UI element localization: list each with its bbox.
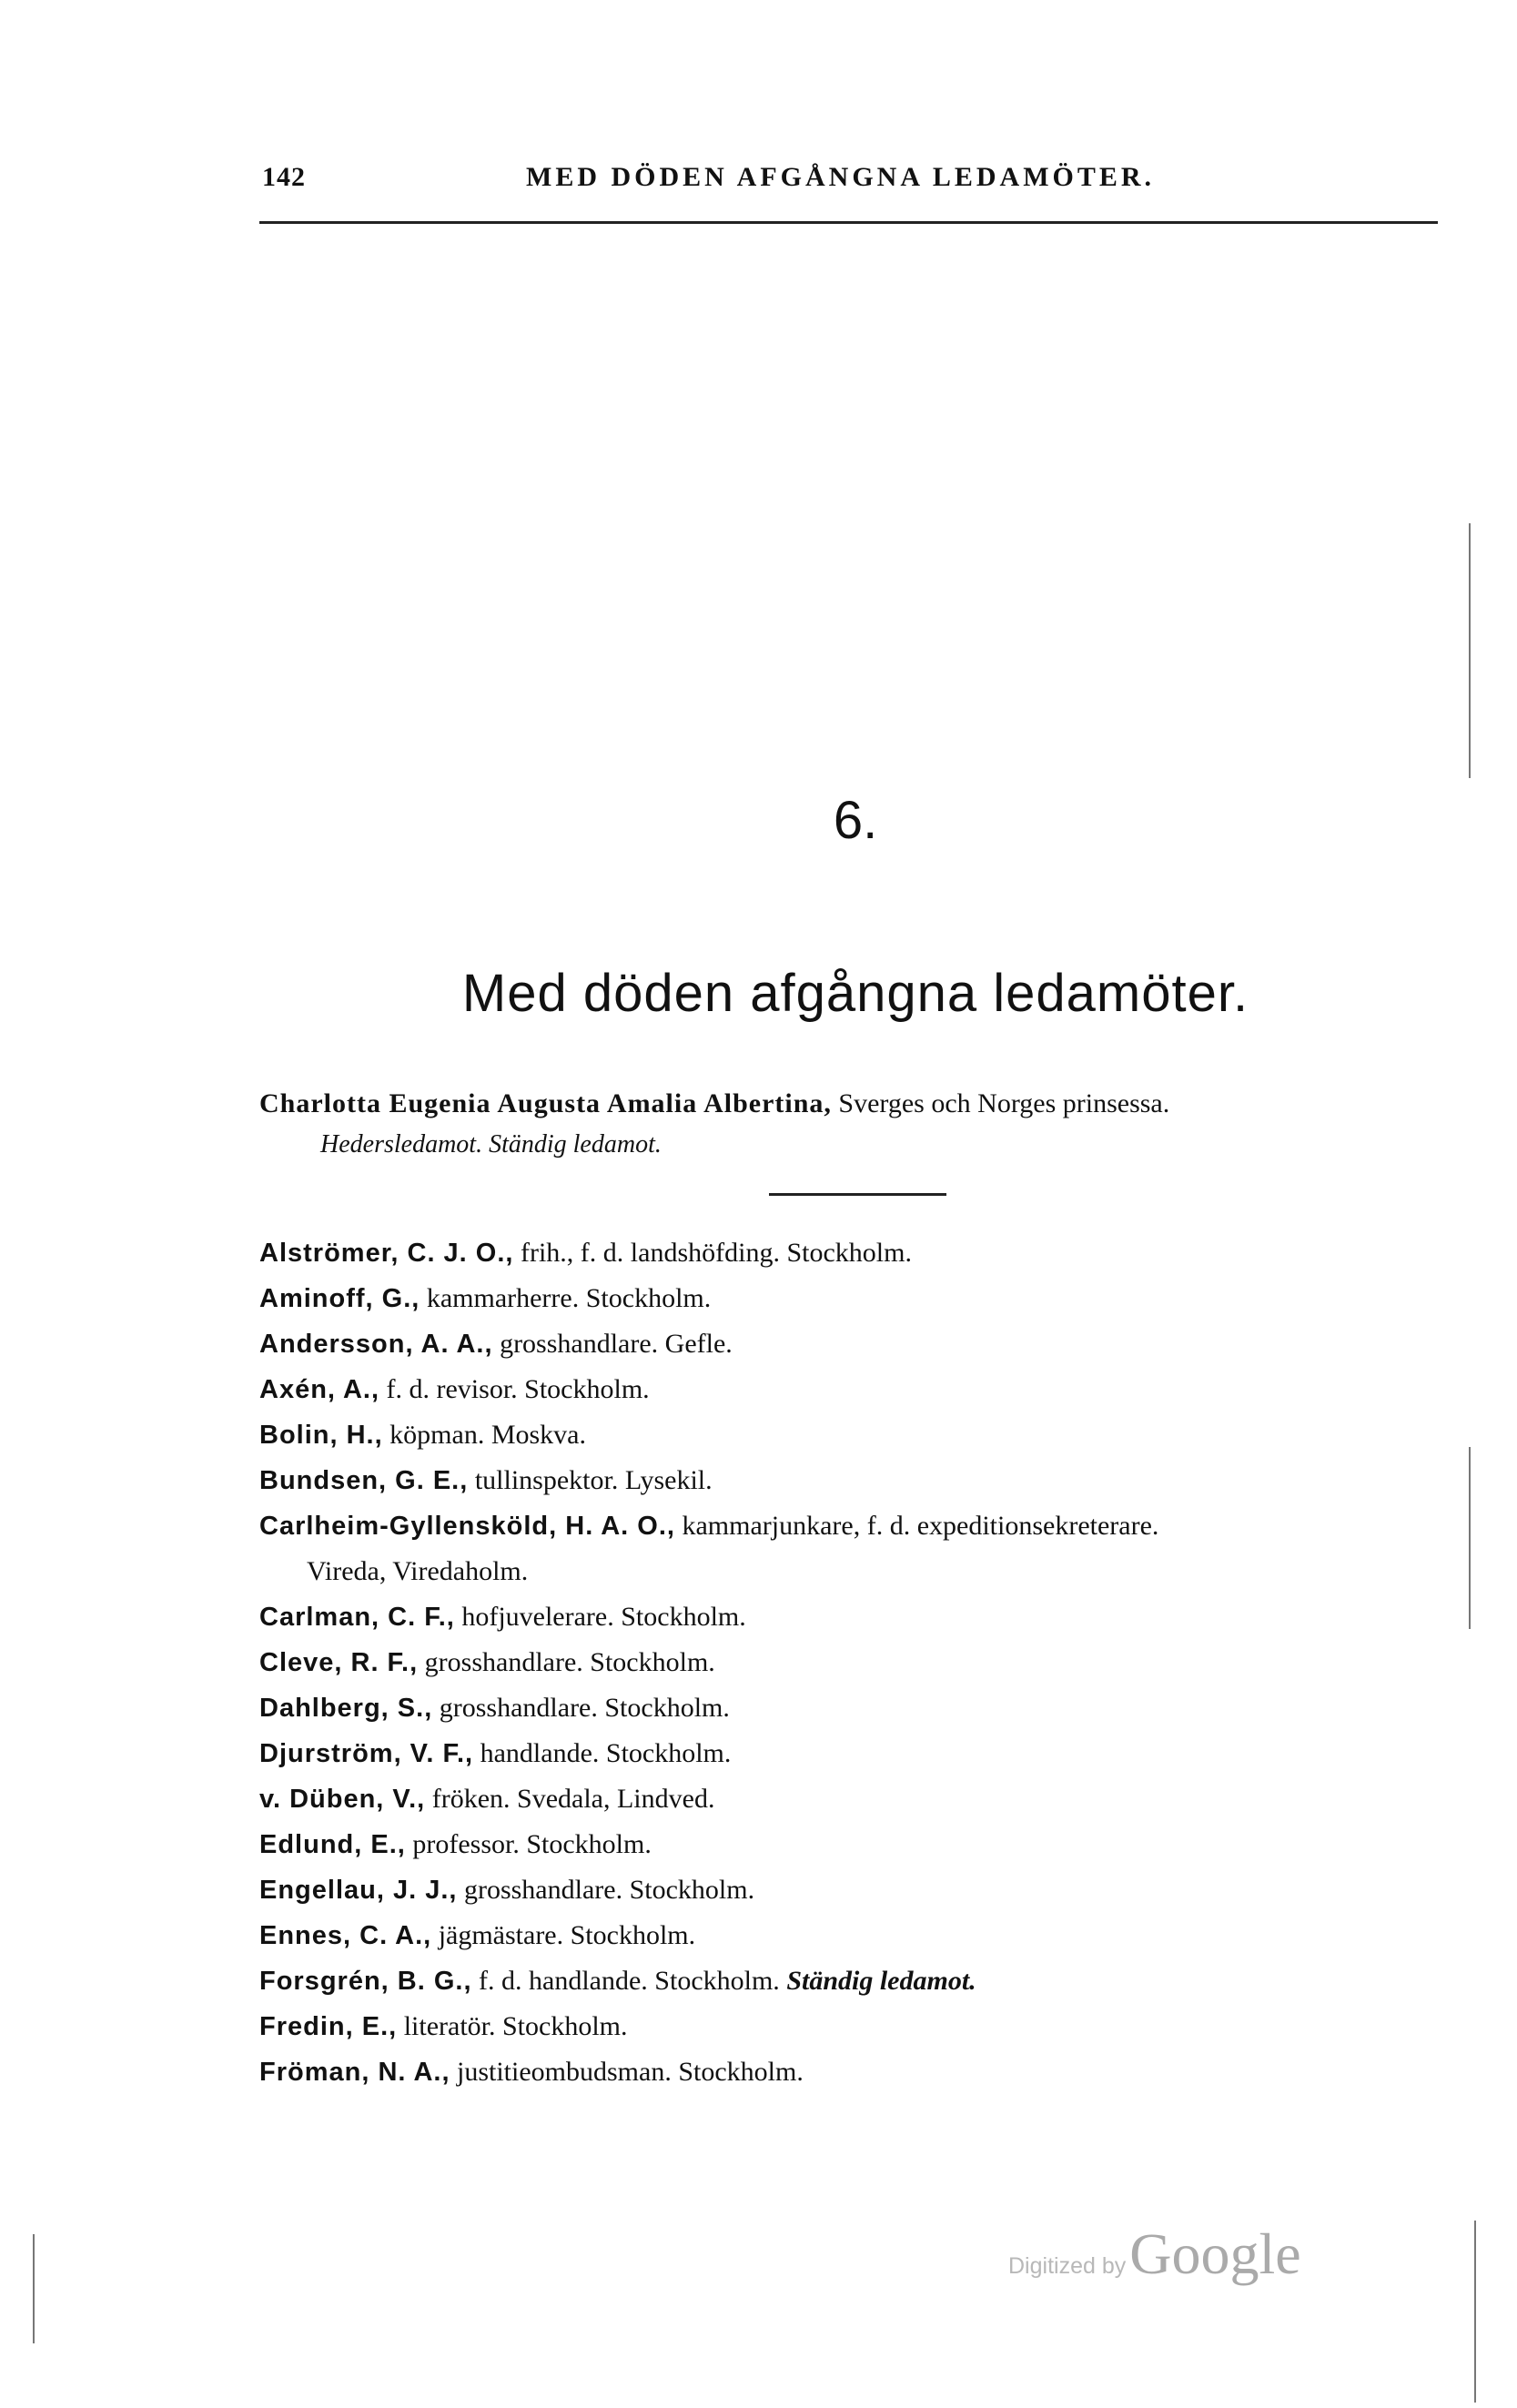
digitized-by-watermark bbox=[1008, 2221, 1301, 2288]
member-name: Axén, A., bbox=[259, 1375, 380, 1404]
member-details: jägmästare. Stockholm. bbox=[431, 1920, 696, 1950]
list-item bbox=[259, 1685, 1442, 1731]
member-name: Engellau, J. J., bbox=[259, 1876, 458, 1905]
member-name: Dahlberg, S., bbox=[259, 1694, 433, 1723]
member-details: handlande. Stockholm. bbox=[473, 1738, 732, 1768]
section-number: 6. bbox=[833, 791, 878, 850]
member-details: grosshandlare. Stockholm. bbox=[457, 1875, 755, 1905]
member-name: Ennes, C. A., bbox=[259, 1921, 432, 1950]
list-item bbox=[259, 1367, 1442, 1412]
member-name: v. Düben, V., bbox=[259, 1785, 426, 1814]
member-details: justitieombudsman. Stockholm. bbox=[450, 2057, 804, 2087]
watermark-logo: Google bbox=[1129, 2221, 1301, 2286]
member-name: Edlund, E., bbox=[259, 1830, 406, 1859]
member-details: grosshandlare. Stockholm. bbox=[418, 1647, 715, 1677]
member-name: Carlman, C. F., bbox=[259, 1603, 455, 1632]
list-item bbox=[259, 1867, 1442, 1913]
list-item bbox=[259, 1594, 1442, 1640]
list-item bbox=[259, 1230, 1442, 1276]
list-item-continuation: Vireda, Viredaholm. bbox=[307, 1556, 529, 1586]
section-divider bbox=[769, 1193, 946, 1196]
list-item bbox=[259, 1321, 1442, 1367]
member-details: f. d. revisor. Stockholm. bbox=[379, 1374, 650, 1404]
member-name: Alströmer, C. J. O., bbox=[259, 1239, 514, 1268]
member-name: Fröman, N. A., bbox=[259, 2058, 450, 2087]
list-item bbox=[259, 1731, 1442, 1776]
header-rule bbox=[259, 221, 1438, 224]
member-name: Forsgrén, B. G., bbox=[259, 1967, 472, 1996]
member-details: frih., f. d. landshöfding. Stockholm. bbox=[513, 1238, 912, 1268]
member-name: Cleve, R. F., bbox=[259, 1648, 419, 1677]
member-details: kammarjunkare, f. d. expeditionsekreterare. bbox=[674, 1511, 1159, 1541]
member-details: fröken. Svedala, Lindved. bbox=[425, 1784, 715, 1814]
honorary-member-line bbox=[259, 1088, 1442, 1119]
scan-edge-line bbox=[1474, 2221, 1476, 2403]
member-details: grosshandlare. Stockholm. bbox=[432, 1693, 730, 1723]
honorary-member-description: Sverges och Norges prinsessa. bbox=[831, 1088, 1170, 1118]
honorary-member-status: Hedersledamot. Ständig ledamot. bbox=[320, 1130, 662, 1158]
list-item bbox=[259, 1503, 1442, 1549]
member-name: Bundsen, G. E., bbox=[259, 1466, 469, 1495]
list-item bbox=[259, 1276, 1442, 1321]
scan-edge-line bbox=[1469, 1447, 1471, 1629]
section-title: Med döden afgångna ledamöter. bbox=[461, 964, 1249, 1023]
list-item bbox=[259, 1640, 1442, 1685]
list-item bbox=[259, 1776, 1442, 1822]
honorary-member-name: Charlotta Eugenia Augusta Amalia Albertina, bbox=[259, 1088, 832, 1118]
member-details: f. d. handlande. Stockholm. bbox=[471, 1966, 780, 1996]
member-name: Bolin, H., bbox=[259, 1421, 383, 1450]
scan-edge-line bbox=[33, 2234, 35, 2343]
running-head bbox=[262, 162, 1436, 207]
member-note: Ständig ledamot. bbox=[779, 1966, 976, 1996]
list-item bbox=[259, 1913, 1442, 1958]
member-details: tullinspektor. Lysekil. bbox=[468, 1465, 713, 1495]
member-details: literatör. Stockholm. bbox=[397, 2011, 628, 2041]
member-name: Djurström, V. F., bbox=[259, 1739, 474, 1768]
scan-edge-line bbox=[1469, 523, 1471, 778]
member-name: Fredin, E., bbox=[259, 2012, 398, 2041]
page-number: 142 bbox=[262, 162, 306, 192]
list-item bbox=[259, 2049, 1442, 2095]
member-details: hofjuvelerare. Stockholm. bbox=[454, 1602, 746, 1632]
list-item bbox=[259, 2004, 1442, 2049]
list-item bbox=[259, 1822, 1442, 1867]
member-name: Carlheim-Gyllensköld, H. A. O., bbox=[259, 1512, 675, 1541]
list-item bbox=[259, 1412, 1442, 1458]
running-head-title: MED DÖDEN AFGÅNGNA LEDAMÖTER. bbox=[526, 162, 1156, 192]
member-details: grosshandlare. Gefle. bbox=[492, 1329, 733, 1359]
member-details: professor. Stockholm. bbox=[405, 1829, 652, 1859]
member-name: Aminoff, G., bbox=[259, 1284, 420, 1313]
member-details: köpman. Moskva. bbox=[382, 1420, 586, 1450]
member-name: Andersson, A. A., bbox=[259, 1330, 493, 1359]
watermark-prefix: Digitized by bbox=[1008, 2253, 1127, 2279]
list-item bbox=[259, 1958, 1442, 2004]
member-list bbox=[259, 1230, 1442, 2095]
member-details: kammarherre. Stockholm. bbox=[420, 1283, 712, 1313]
list-item bbox=[259, 1458, 1442, 1503]
